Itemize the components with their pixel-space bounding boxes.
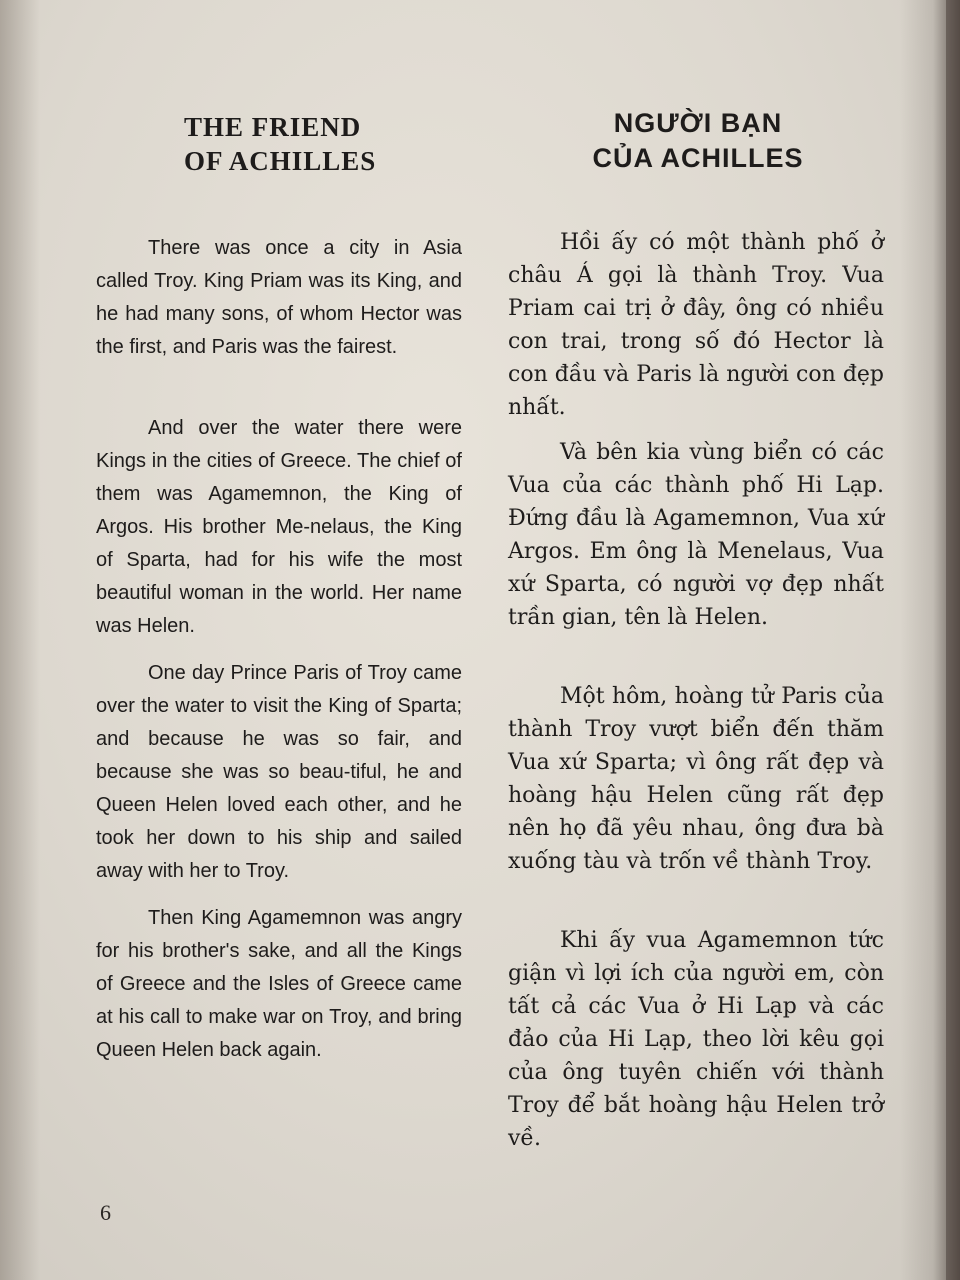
page-edge-shadow-left <box>0 0 40 1280</box>
english-paragraph-3: One day Prince Paris of Troy came over the water to visit the King of Sparta; and because he was so fair, and because she was so beau-tiful, he and Queen Helen loved each other, and he took her down to his ship and sailed away with her to Troy. <box>96 662 462 882</box>
page-number: 6 <box>100 1200 111 1225</box>
vietnamese-paragraph-4: Khi ấy vua Agamemnon tức giận vì lợi ích của người em, còn tất cả các Vua ở Hi Lạp và các đảo của Hi Lạp, theo lời kêu gọi của ông tuyên chiến với thành Troy để bắt hoàng hậu Helen trở về. <box>508 928 884 1151</box>
vietnamese-paragraph-3: Một hôm, hoàng tử Paris của thành Troy vượt biển đến thăm Vua xứ Sparta; vì ông rất đẹp và hoàng hậu Helen cũng rất đẹp nên họ đã yêu nhau, ông đưa bà xuống tàu và trốn về thành Troy. <box>508 684 884 874</box>
english-paragraph-4: Then King Agamemnon was angry for his brother's sake, and all the Kings of Greece and the Isles of Greece came at his call to make war on Troy, and bring Queen Helen back again. <box>96 907 462 1061</box>
vietnamese-title-line2: CỦA ACHILLES <box>592 143 804 173</box>
vietnamese-column <box>508 106 884 1155</box>
vietnamese-title <box>508 106 888 176</box>
english-column <box>96 110 462 1067</box>
english-title-line1: THE FRIEND <box>184 112 362 142</box>
english-paragraph-1: There was once a city in Asia called Troy. King Priam was its King, and he had many sons, of whom Hector was the first, and Paris was the fairest. <box>96 237 462 358</box>
vietnamese-title-line1: NGƯỜI BẠN <box>613 108 783 138</box>
vietnamese-paragraph-2: Và bên kia vùng biển có các Vua của các thành phố Hi Lạp. Đứng đầu là Agamemnon, Vua xứ Argos. Em ông là Menelaus, Vua xứ Sparta, có người vợ đẹp nhất trần gian, tên là Helen. <box>508 440 884 630</box>
book-spine-shade <box>946 0 960 1280</box>
english-title-line2: OF ACHILLES <box>184 146 377 176</box>
english-paragraph-2: And over the water there were Kings in the cities of Greece. The chief of them was Agamemnon, the King of Argos. His brother Me-nelaus, the King of Sparta, had for his wife the most beautiful woman in the world. Her name was Helen. <box>96 417 462 637</box>
english-title <box>184 110 424 178</box>
vietnamese-paragraph-1: Hồi ấy có một thành phố ở châu Á gọi là thành Troy. Vua Priam cai trị ở đây, ông có nhiều con trai, trong số đó Hector là con đầu và Paris là người con đẹp nhất. <box>508 230 884 420</box>
